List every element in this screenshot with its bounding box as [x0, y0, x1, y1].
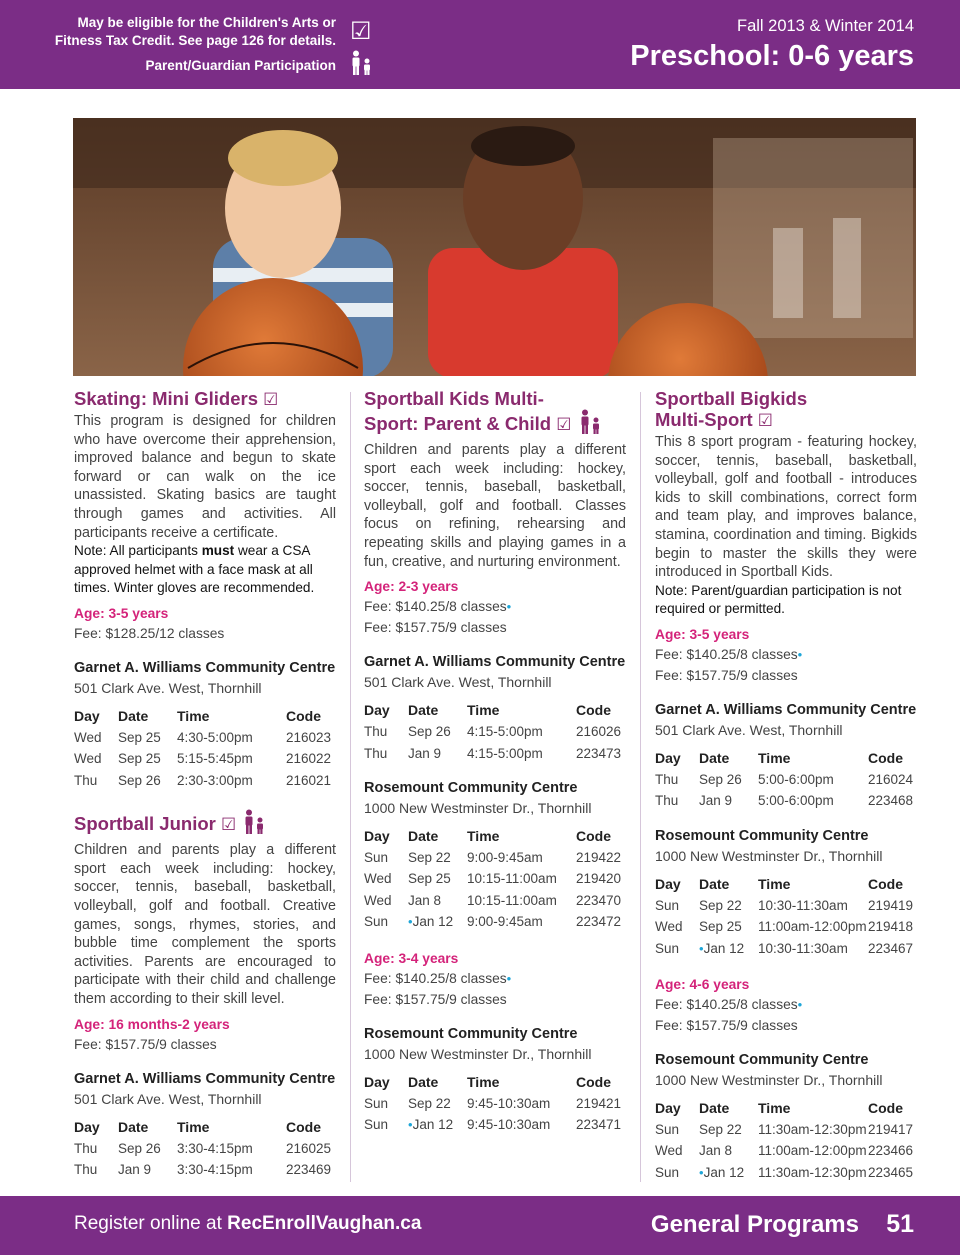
footer-section-label: General Programs	[650, 1211, 859, 1238]
col-header-code: Code	[576, 702, 611, 719]
cell-time: 11:00am-12:00pm	[758, 919, 867, 935]
cell-time: 4:15-5:00pm	[467, 745, 543, 761]
fee: Fee: $140.25/8 classes•	[655, 996, 803, 1012]
cell-time: 3:30-4:15pm	[177, 1161, 253, 1177]
cell-time: 10:15-11:00am	[467, 871, 557, 887]
cell-date: Sep 22	[408, 1095, 451, 1111]
cell-code: 219420	[576, 871, 622, 887]
cell-date: Sep 26	[118, 772, 161, 788]
location-name: Rosemount Community Centre	[364, 779, 578, 796]
schedule-table	[655, 748, 917, 812]
cell-day: Wed	[74, 751, 102, 767]
cell-date: Jan 8	[408, 892, 442, 908]
winter-dot-icon: •	[699, 1164, 704, 1180]
table-row	[364, 721, 626, 742]
page-header	[0, 0, 960, 89]
table-row	[655, 938, 917, 959]
winter-dot-icon: •	[506, 970, 512, 986]
cell-code: 216025	[286, 1140, 332, 1156]
cell-day: Sun	[364, 1095, 389, 1111]
program-title-sportball-junior	[74, 809, 336, 839]
cell-date: Jan 8	[699, 1143, 733, 1159]
cell-code: 216021	[286, 772, 332, 788]
cell-code: 223471	[576, 1117, 622, 1132]
cell-date: Sep 25	[699, 919, 742, 935]
col-header-date: Date	[699, 749, 730, 766]
cell-day: Thu	[655, 793, 679, 809]
age-range: Age: 4-6 years	[655, 976, 750, 992]
cell-code: 216024	[868, 771, 914, 787]
table-row	[364, 911, 626, 932]
checkbox-icon: ☑	[350, 18, 372, 45]
location-address: 1000 New Westminster Dr., Thornhill	[364, 1045, 592, 1062]
cell-day: Thu	[655, 771, 679, 787]
location-address: 1000 New Westminster Dr., Thornhill	[364, 799, 592, 816]
col-header-date: Date	[118, 1118, 149, 1135]
col-header-date: Date	[408, 1073, 439, 1090]
program-title-sportball-bigkids	[655, 388, 917, 431]
program-description: Children and parents play a different sport each week including: hockey, soccer, tennis, baseball, basketball, volleyball, golf and football. Creative games, songs, rhymes, stories, and bubble time complement the sports activities. Parents are encouraged to participate with their child and challenge them according to their skill level.	[74, 842, 336, 1007]
location-address: 501 Clark Ave. West, Thornhill	[364, 674, 552, 691]
location-address: 1000 New Westminster Dr., Thornhill	[655, 847, 883, 864]
page-footer	[0, 1196, 960, 1255]
cell-date: Sep 22	[699, 1121, 742, 1137]
location-address: 501 Clark Ave. West, Thornhill	[74, 679, 262, 696]
register-link[interactable]: RecEnrollVaughan.ca	[227, 1213, 422, 1234]
col-header-time: Time	[758, 749, 791, 766]
col-header-date: Date	[699, 1099, 730, 1116]
col-header-code: Code	[576, 827, 611, 844]
schedule-table	[74, 1117, 336, 1181]
program-title-sportball-kids	[364, 388, 626, 439]
cell-day: Sun	[655, 1164, 680, 1180]
fee: Fee: $140.25/8 classes•	[364, 599, 512, 615]
table-row	[364, 868, 626, 889]
program-description: Children and parents play a different sport each week including: hockey, soccer, tennis, baseball, basketball, volleyball, golf and football. Classes focus on refining, rehearsing and repeating skills and playing games in a fun, creative, and nurturing environment.	[364, 442, 626, 570]
col-header-date: Date	[408, 827, 439, 844]
cell-time: 10:15-11:00am	[467, 892, 557, 908]
cell-date: •Jan 12	[699, 940, 745, 956]
schedule-table	[655, 874, 917, 959]
table-row	[74, 1159, 336, 1180]
table-header-row	[74, 1117, 336, 1138]
cell-date: Sep 25	[118, 729, 161, 745]
cell-day: Wed	[655, 919, 683, 935]
cell-time: 5:00-6:00pm	[758, 793, 834, 809]
cell-code: 223469	[286, 1161, 332, 1177]
cell-code: 219417	[868, 1121, 914, 1137]
cell-time: 10:30-11:30am	[758, 897, 848, 913]
schedule-table	[364, 700, 626, 764]
cell-time: 11:00am-12:00pm	[758, 1143, 867, 1159]
winter-dot-icon: •	[797, 996, 803, 1012]
checkbox-icon: ☑	[220, 815, 237, 835]
program-title-line-1: Sportball Kids Multi-	[364, 388, 544, 409]
program-title-line-1: Sportball Bigkids	[655, 388, 808, 409]
cell-time: 10:30-11:30am	[758, 940, 848, 956]
tax-credit-line-2: Fitness Tax Credit. See page 126 for details.	[54, 33, 336, 48]
register-online-text: Register online at RecEnrollVaughan.ca	[74, 1213, 422, 1234]
table-row	[655, 1162, 917, 1183]
cell-code: 223473	[576, 745, 622, 761]
location-name: Garnet A. Williams Community Centre	[74, 1070, 336, 1087]
cell-code: 223466	[868, 1143, 914, 1159]
cell-time: 3:30-4:15pm	[177, 1140, 253, 1156]
col-header-code: Code	[868, 875, 903, 892]
cell-day: Sun	[364, 914, 389, 930]
column-divider	[350, 392, 351, 1182]
fee: Fee: $128.25/12 classes	[74, 625, 225, 641]
location-address: 501 Clark Ave. West, Thornhill	[74, 1090, 262, 1107]
cell-day: Wed	[655, 1143, 683, 1159]
fee: Fee: $157.75/9 classes	[364, 991, 507, 1007]
col-header-day: Day	[364, 827, 390, 844]
cell-date: Jan 9	[118, 1161, 152, 1177]
col-header-day: Day	[655, 749, 681, 766]
cell-day: Thu	[364, 724, 388, 740]
cell-day: Sun	[655, 940, 680, 956]
location-name: Garnet A. Williams Community Centre	[364, 654, 626, 671]
cell-code: 216026	[576, 724, 622, 740]
column-divider	[640, 392, 641, 1182]
cell-code: 219418	[868, 919, 914, 935]
program-note: Note: All participants must wear a CSA approved helmet with a face mask at all times. Winter gloves are recommended.	[74, 543, 315, 596]
col-header-code: Code	[868, 1099, 903, 1116]
cell-code: 219419	[868, 897, 914, 913]
cell-day: Wed	[364, 871, 392, 887]
fee: Fee: $157.75/9 classes	[655, 1017, 798, 1033]
schedule-table	[364, 1072, 626, 1136]
schedule-table	[74, 706, 336, 791]
cell-time: 5:15-5:45pm	[177, 751, 253, 767]
table-row	[655, 769, 917, 790]
program-title-text: Skating: Mini Gliders	[74, 388, 258, 409]
fee: Fee: $157.75/9 classes	[655, 667, 798, 683]
col-header-code: Code	[576, 1073, 611, 1090]
cell-date: Sep 25	[118, 751, 161, 767]
col-header-time: Time	[177, 1118, 210, 1135]
cell-code: 216023	[286, 729, 332, 745]
cell-time: 5:00-6:00pm	[758, 771, 834, 787]
location-name: Garnet A. Williams Community Centre	[655, 701, 917, 718]
cell-day: Sun	[364, 849, 389, 865]
table-row	[655, 895, 917, 916]
cell-time: 4:30-5:00pm	[177, 729, 253, 745]
col-header-date: Date	[408, 702, 439, 719]
col-header-code: Code	[868, 749, 903, 766]
cell-date: Jan 9	[408, 745, 442, 761]
program-description: This program is designed for children who have overcome their apprehension, improved balance and begun to skate forward or can walk on the ice unassisted. Skating basics are taught through games and activities. All participants receive a certificate.	[74, 413, 336, 541]
table-row	[74, 770, 336, 791]
schedule-table	[655, 1098, 917, 1183]
age-range: Age: 3-5 years	[74, 605, 169, 621]
cell-day: Sun	[655, 1121, 680, 1137]
cell-time: 9:00-9:45am	[467, 914, 543, 930]
cell-date: •Jan 12	[408, 1117, 454, 1132]
table-row	[655, 790, 917, 811]
col-header-day: Day	[74, 707, 100, 724]
fee: Fee: $157.75/9 classes	[364, 620, 507, 636]
checkbox-icon: ☑	[556, 415, 572, 434]
parent-child-icon	[350, 50, 374, 81]
table-row	[364, 743, 626, 764]
cell-date: Sep 25	[408, 871, 451, 887]
page-number: 51	[886, 1210, 914, 1238]
cell-time: 9:00-9:45am	[467, 849, 543, 865]
table-row	[364, 847, 626, 868]
location-name: Rosemount Community Centre	[655, 1051, 869, 1068]
cell-code: 223470	[576, 892, 622, 908]
cell-time: 11:30am-12:30pm	[758, 1121, 867, 1137]
cell-day: Wed	[364, 892, 392, 908]
cell-date: Jan 9	[699, 793, 733, 809]
cell-code: 216022	[286, 751, 332, 767]
cell-time: 9:45-10:30am	[467, 1095, 551, 1111]
col-header-date: Date	[699, 875, 730, 892]
fee: Fee: $140.25/8 classes•	[364, 970, 512, 986]
col-header-date: Date	[118, 707, 149, 724]
table-header-row	[364, 1072, 626, 1093]
col-header-day: Day	[364, 1073, 390, 1090]
cell-date: Sep 22	[408, 849, 451, 865]
page-title: Preschool: 0-6 years	[630, 40, 914, 72]
cell-date: Sep 22	[699, 897, 742, 913]
winter-dot-icon: •	[408, 1117, 413, 1132]
location-name: Rosemount Community Centre	[364, 1025, 578, 1042]
cell-code: 223468	[868, 793, 914, 809]
fee: Fee: $157.75/9 classes	[74, 1036, 217, 1052]
winter-dot-icon: •	[797, 646, 803, 662]
col-header-time: Time	[467, 702, 500, 719]
program-description: This 8 sport program - featuring hockey, soccer, tennis, baseball, basketball, volleyball, golf and football - introduces kids to skill combinations, correct form and team play, and improves balance, stamina, coordination and timing. Bigkids begin to master the skills they were introduced in Sportball Kids.	[655, 434, 917, 581]
cell-date: •Jan 12	[408, 914, 454, 930]
location-name: Garnet A. Williams Community Centre	[74, 659, 336, 676]
program-note: Note: Parent/guardian participation is not required or permitted.	[655, 582, 902, 617]
program-title-skating	[74, 388, 336, 410]
season-label: Fall 2013 & Winter 2014	[736, 17, 914, 35]
parent-child-icon	[243, 809, 267, 839]
table-header-row	[655, 748, 917, 769]
col-header-code: Code	[286, 707, 321, 724]
cell-code: 223467	[868, 940, 914, 956]
age-range: Age: 3-4 years	[364, 950, 459, 966]
col-header-time: Time	[467, 1073, 500, 1090]
table-row	[74, 727, 336, 748]
cell-time: 11:30am-12:30pm	[758, 1164, 867, 1180]
cell-code: 223472	[576, 914, 622, 930]
col-header-day: Day	[364, 702, 390, 719]
cell-day: Thu	[74, 1140, 98, 1156]
cell-code: 219422	[576, 849, 622, 865]
winter-dot-icon: •	[408, 914, 413, 930]
table-row	[74, 748, 336, 769]
column-2	[364, 386, 626, 1135]
program-title-line-2: Multi-Sport	[655, 409, 753, 430]
table-header-row	[364, 826, 626, 847]
cell-date: Sep 26	[408, 724, 451, 740]
cell-time: 9:45-10:30am	[467, 1117, 551, 1132]
location-name: Rosemount Community Centre	[655, 827, 869, 844]
program-title-line-2: Sport: Parent & Child	[364, 413, 552, 434]
table-row	[364, 890, 626, 911]
cell-day: Thu	[364, 745, 388, 761]
fee: Fee: $140.25/8 classes•	[655, 646, 803, 662]
location-address: 1000 New Westminster Dr., Thornhill	[655, 1071, 883, 1088]
table-row	[655, 1140, 917, 1161]
cell-day: Sun	[655, 897, 680, 913]
table-header-row	[655, 874, 917, 895]
table-row	[655, 1119, 917, 1140]
cell-day: Thu	[74, 1161, 98, 1177]
table-header-row	[655, 1098, 917, 1119]
tax-credit-line-1: May be eligible for the Children's Arts or	[77, 15, 336, 30]
table-header-row	[364, 700, 626, 721]
schedule-table	[364, 826, 626, 933]
age-range: Age: 16 months-2 years	[74, 1016, 230, 1032]
cell-time: 2:30-3:00pm	[177, 772, 253, 788]
table-header-row	[74, 706, 336, 727]
cell-date: •Jan 12	[699, 1164, 745, 1180]
column-1	[74, 386, 336, 1180]
cell-time: 4:15-5:00pm	[467, 724, 543, 740]
program-title-text: Sportball Junior	[74, 813, 216, 835]
age-range: Age: 3-5 years	[655, 626, 750, 642]
col-header-time: Time	[467, 827, 500, 844]
cell-code: 219421	[576, 1095, 622, 1111]
table-row	[655, 916, 917, 937]
cell-day: Sun	[364, 1117, 389, 1132]
cell-date: Sep 26	[118, 1140, 161, 1156]
checkbox-icon: ☑	[263, 390, 279, 409]
col-header-time: Time	[758, 1099, 791, 1116]
cell-day: Thu	[74, 772, 98, 788]
col-header-day: Day	[74, 1118, 100, 1135]
age-range: Age: 2-3 years	[364, 579, 459, 595]
col-header-day: Day	[655, 875, 681, 892]
col-header-time: Time	[177, 707, 210, 724]
col-header-time: Time	[758, 875, 791, 892]
cell-day: Wed	[74, 729, 102, 745]
col-header-day: Day	[655, 1099, 681, 1116]
participation-legend: Parent/Guardian Participation	[145, 58, 336, 73]
column-3	[655, 386, 917, 1183]
parent-child-icon	[579, 409, 603, 439]
table-row	[74, 1138, 336, 1159]
table-row	[364, 1114, 626, 1135]
location-address: 501 Clark Ave. West, Thornhill	[655, 721, 843, 738]
winter-dot-icon: •	[506, 599, 512, 615]
winter-dot-icon: •	[699, 940, 704, 956]
checkbox-icon: ☑	[757, 411, 774, 430]
hero-photo-children-basketballs	[73, 118, 916, 376]
cell-code: 223465	[868, 1164, 914, 1180]
col-header-code: Code	[286, 1118, 321, 1135]
cell-date: Sep 26	[699, 771, 742, 787]
table-row	[364, 1093, 626, 1114]
